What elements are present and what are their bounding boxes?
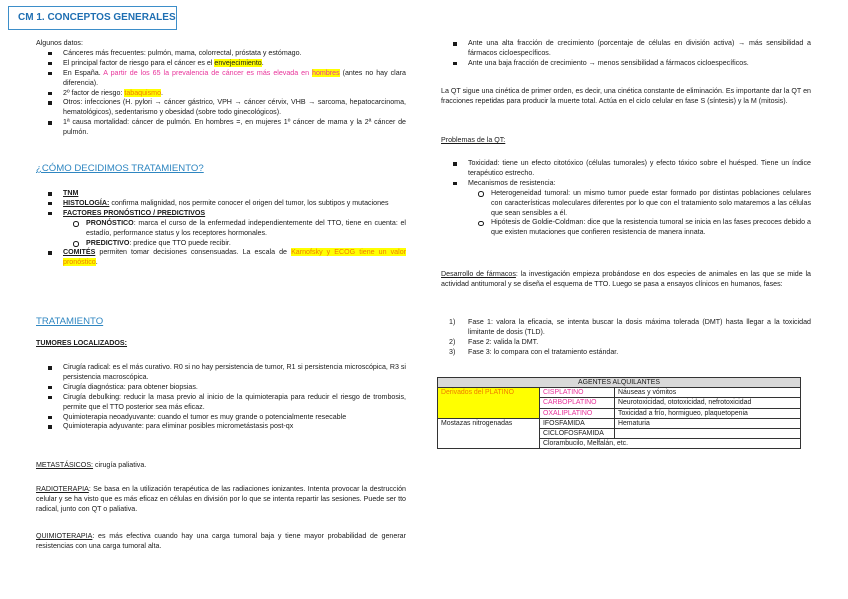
fases-list — [441, 318, 811, 358]
list-item — [441, 159, 811, 179]
pronostico-label: PRONÓSTICO — [86, 218, 134, 227]
mecanismos-sublist — [441, 189, 811, 239]
list-item — [36, 413, 406, 423]
datos-label: Algunos datos: — [36, 39, 83, 47]
fraccion-alta: Ante una alta fracción de crecimiento (porcentaje de células en división activa) → más sensibilidad a fármacos cicloespecíficos. — [468, 39, 811, 57]
table-row — [438, 418, 801, 428]
list-item — [441, 189, 811, 219]
metastasicos-label: METASTÁSICOS: — [36, 461, 94, 469]
list-item — [36, 189, 406, 199]
list-item — [36, 393, 406, 413]
datos-b3-text: En España. — [63, 68, 104, 77]
trat-item-2: Cirugía debulking: reducir la masa previo al inicio de la quimioterapia para reducir el riesgo de trombosis, permite que el TTO posterior sea más eficaz. — [63, 392, 406, 411]
table-header: AGENTES ALQUILANTES — [438, 378, 801, 388]
datos-b4-text: 2º factor de riesgo: — [63, 88, 125, 97]
localizados-label: TUMORES LOCALIZADOS: — [36, 339, 128, 347]
tox-cisplatino: Náuseas y vómitos — [615, 388, 801, 398]
tox-oxaliplatino: Toxicidad a frío, hormigueo, plaquetopenia — [615, 408, 801, 418]
desarrollo-label: Desarrollo de fármacos — [441, 270, 516, 278]
datos-b2-text: El principal factor de riesgo para el cáncer es el — [63, 58, 215, 67]
page-title: CM 1. CONCEPTOS GENERALES — [8, 6, 177, 30]
predictivo-text: : predice que TTO puede recibir. — [129, 238, 231, 247]
list-item — [36, 363, 406, 383]
list-item — [36, 49, 406, 59]
heterogeneidad-text: Heterogeneidad tumoral: un mismo tumor puede estar formado por distintas poblaciones celulares con características moleculares diferentes por lo que con el tratamiento solo mataremos a las células que sean sensibles a él. — [491, 188, 811, 217]
trat-item-1: Cirugía diagnóstica: para obtener biopsias. — [63, 382, 198, 391]
factores-label: FACTORES PRONÓSTICO / PREDICTIVOS — [63, 208, 206, 217]
radioterapia-label: RADIOTERAPIA — [36, 485, 89, 493]
decidir-list — [36, 189, 406, 219]
list-item — [36, 69, 406, 89]
tox-ciclofosfamida — [615, 429, 801, 439]
datos-b3-pink: A partir de los 65 la prevalencia de cáncer es más elevada en — [103, 68, 313, 77]
datos-list — [36, 49, 406, 138]
comites-highlight: Karnofsky y ECOG tiene un valor pronóstico — [63, 248, 407, 267]
datos-b2-post: . — [261, 58, 264, 67]
qt-paragraph: La QT sigue una cinética de primer orden, es decir, una cinética constante de eliminación. Es importante dar la QT en fracciones repetidas para producir la muerte total. Actúa en el ciclo celular en fase S (síntesis) y la M (mitosis). — [441, 87, 811, 105]
drug-ciclofosfamida: CICLOFOSFAMIDA — [540, 429, 615, 439]
quimioterapia-text: : es más efectiva cuando hay una carga tumoral baja y tiene mayor probabilidad de generar resistencias con una carga tumoral alta. — [36, 532, 406, 550]
list-item — [36, 248, 406, 268]
fase-3: Fase 3: lo compara con el tratamiento estándar. — [468, 347, 619, 356]
metastasicos-paragraph — [36, 461, 406, 471]
trat-item-0: Cirugía radical: es el más curativo. R0 si no hay persistencia de tumor, R1 si persistencia microscópica, R3 si persistencia macroscópica. — [63, 363, 407, 381]
table-row — [438, 388, 801, 398]
list-item — [441, 179, 811, 189]
datos-b3-highlight: hombres — [312, 68, 340, 77]
table-row — [438, 378, 801, 388]
desarrollo-paragraph — [441, 270, 811, 290]
fase-number: 1) — [449, 318, 456, 326]
quimioterapia-paragraph — [36, 532, 406, 552]
datos-b6: 1ª causa mortalidad: cáncer de pulmón. En hombres =, en mujeres 1º cáncer de mama y la 2ª cáncer de pulmón. — [63, 118, 406, 137]
comites-list — [36, 248, 406, 268]
drug-otros: Clorambucilo, Melfalán, etc. — [540, 439, 801, 449]
mostazas-family: Mostazas nitrogenadas — [438, 418, 540, 449]
datos-b1: Cánceres más frecuentes: pulmón, mama, colorrectal, próstata y estómago. — [63, 48, 302, 57]
list-item — [36, 209, 406, 219]
decidir-heading: ¿CÓMO DECIDIMOS TRATAMIENTO? — [36, 163, 204, 174]
datos-b4-post: . — [161, 88, 164, 97]
goldie-text: Hipótesis de Goldie-Coldman: dice que la resistencia tumoral se inicia en las fases precoces debido a que existen mutaciones que confieren resistencia de manera innata. — [491, 218, 811, 237]
list-item — [36, 59, 406, 69]
pronostico-text: : marca el curso de la enfermedad independientemente del TTO, tiene en cuenta: el estadío, performance status y los receptores hormonales. — [86, 218, 406, 237]
list-item — [36, 98, 406, 118]
predictivo-label: PREDICTIVO — [86, 238, 130, 247]
list-item — [441, 59, 811, 69]
tratamiento-list — [36, 363, 406, 432]
drug-ifosfamida: IFOSFAMIDA — [540, 418, 615, 428]
fraccion-list — [441, 39, 811, 69]
list-item — [441, 218, 811, 238]
comites-label: COMITÉS — [63, 248, 96, 257]
fase-number: 2) — [449, 337, 456, 346]
trat-item-3: Quimioterapia neoadyuvante: cuando el tumor es muy grande o potencialmente resecable — [63, 412, 347, 421]
list-item — [36, 118, 406, 138]
tratamiento-heading: TRATAMIENTO — [36, 316, 104, 327]
datos-b2-highlight: envejecimiento — [214, 58, 262, 67]
list-item — [441, 39, 811, 59]
tox-ifosfamida: Hematuria — [615, 418, 801, 428]
tnm-label: TNM — [63, 189, 79, 197]
list-item — [36, 239, 406, 249]
comites-text: permiten tomar decisiones consensuadas. La escala de — [95, 248, 292, 257]
datos-b4-highlight: tabaquismo — [124, 88, 162, 97]
mecanismos-text: Mecanismos de resistencia: — [468, 178, 556, 187]
radioterapia-paragraph — [36, 485, 406, 515]
histologia-label: HISTOLOGÍA: — [63, 198, 110, 207]
drug-cisplatino: CISPLATINO — [540, 388, 615, 398]
list-item — [441, 348, 811, 358]
list-item — [36, 383, 406, 393]
list-item — [441, 338, 811, 348]
metastasicos-text: cirugía paliativa. — [93, 461, 147, 469]
desarrollo-text: : la investigación empieza probándose en dos especies de animales en las que se mide la actividad antitumoral y se diseña el esquema de TTO. Luego se pasa a ensayos clínicos en humanos, fases: — [441, 270, 811, 288]
datos-b3-post: (antes no hay clara diferencia). — [63, 68, 406, 87]
factores-sublist — [36, 219, 406, 249]
comites-post: . — [95, 258, 98, 267]
list-item — [36, 89, 406, 99]
drug-oxaliplatino: OXALIPLATINO — [540, 408, 615, 418]
drug-carboplatino: CARBOPLATINO — [540, 398, 615, 408]
datos-b5: Otros: infecciones (H. pylori → cáncer gástrico, VPH → cáncer cérvix, VHB → sarcoma, hepatocarcinoma, hematológicos), sedentarismo y obesidad (sobre todo ginecológicos). — [63, 98, 406, 117]
problemas-list — [441, 159, 811, 189]
fase-1: Fase 1: valora la eficacia, se intenta buscar la dosis máxima tolerada (DMT) hasta llegar a la toxicidad limitante de dosis (TLD). — [468, 318, 811, 336]
list-item — [36, 219, 406, 239]
quimioterapia-label: QUIMIOTERAPIA — [36, 532, 93, 540]
toxicidad-text: Toxicidad: tiene un efecto citotóxico (células tumorales) y efecto tóxico sobre el huésped. Tiene un índice terapéutico estrecho. — [468, 159, 811, 177]
fase-number: 3) — [449, 347, 456, 356]
radioterapia-text: : Se basa en la utilización terapéutica de las radiaciones ionizantes. Intenta provocar la destrucción celular y se ha visto que es más eficaz en células en división por lo que se intenta repartir las sesiones. Puede ser tto radical, junto con QT o paliativa. — [36, 485, 406, 513]
histologia-text: confirma malignidad, nos permite conocer el origen del tumor, los subtipos y mutaciones — [109, 198, 389, 207]
trat-item-4: Quimioterapia adyuvante: para eliminar posibles micrometástasis post-qx — [63, 422, 294, 431]
list-item — [36, 199, 406, 209]
agentes-table — [437, 377, 801, 449]
list-item — [441, 318, 811, 338]
fraccion-baja: Ante una baja fracción de crecimiento → menos sensibilidad a fármacos cicloespecíficos. — [468, 58, 749, 67]
tox-carboplatino: Neurotoxicidad, ototoxicidad, nefrotoxicidad — [615, 398, 801, 408]
list-item — [36, 422, 406, 432]
fase-2: Fase 2: valida la DMT. — [468, 337, 539, 346]
problemas-label: Problemas de la QT: — [441, 136, 506, 144]
platino-family: Derivados del PLATINO — [438, 388, 540, 419]
